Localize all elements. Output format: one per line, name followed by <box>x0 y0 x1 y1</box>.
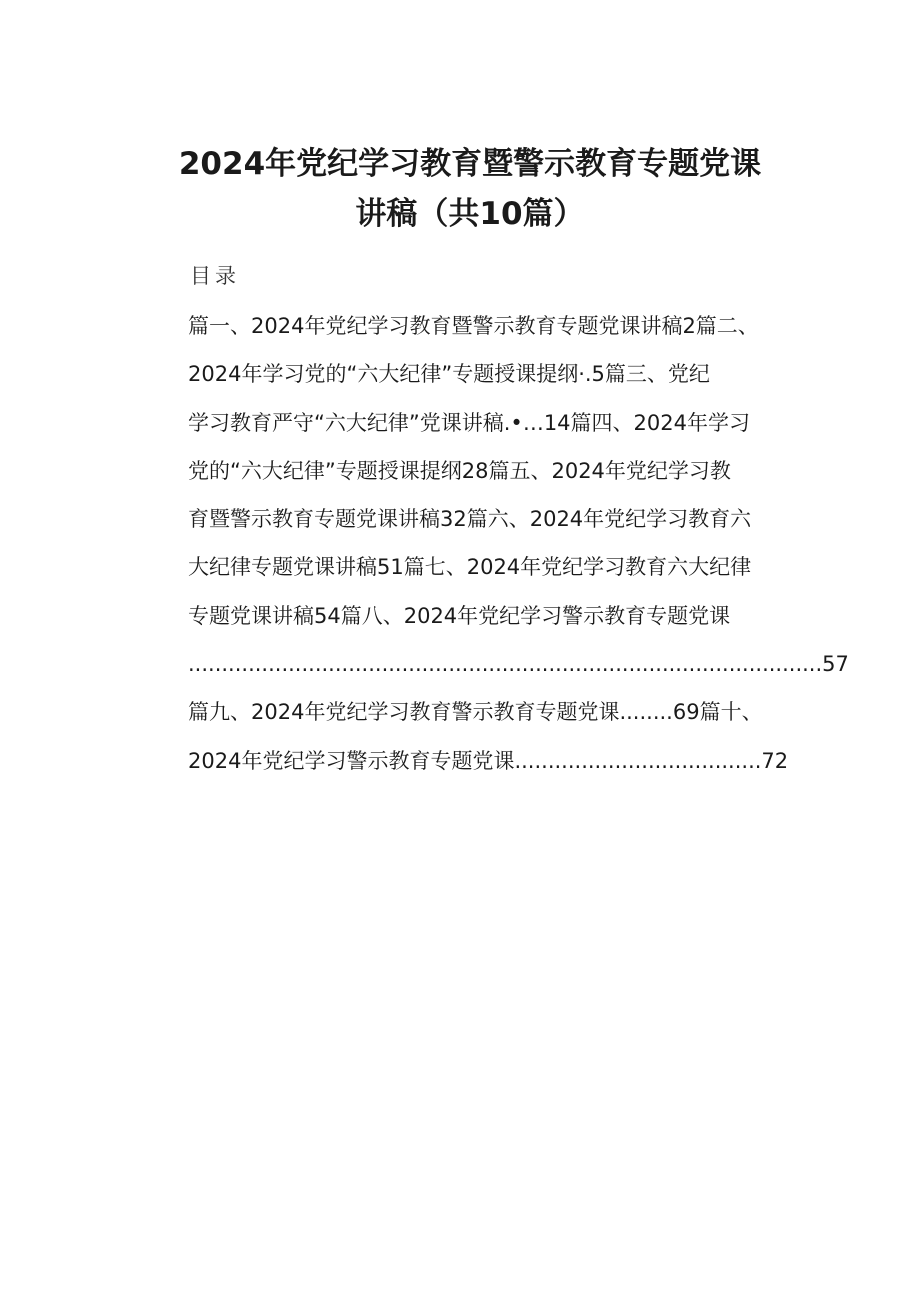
toc-line: 学习教育严守“六大纪律”党课讲稿.•…14篇四、2024年学习 <box>188 410 750 435</box>
toc-line: 专题党课讲稿54篇八、2024年党纪学习警示教育专题党课 <box>188 603 731 628</box>
document-title <box>160 139 780 239</box>
toc-line: 篇九、2024年党纪学习教育警示教育专题党课........69篇十、 <box>188 700 763 725</box>
toc-line: ...............................................................................................57 <box>188 652 849 677</box>
table-of-contents <box>188 302 849 785</box>
document-title-line-2: 讲稿（共10篇） <box>355 196 585 232</box>
toc-line: 党的“六大纪律”专题授课提纲28篇五、2024年党纪学习教 <box>188 458 731 483</box>
toc-line: 2024年学习党的“六大纪律”专题授课提纲·.5篇三、党纪 <box>188 362 710 387</box>
toc-line: 篇一、2024年党纪学习教育暨警示教育专题党课讲稿2篇二、 <box>188 314 759 338</box>
toc-heading: 目录 <box>190 264 240 288</box>
toc-line: 育暨警示教育专题党课讲稿32篇六、2024年党纪学习教育六 <box>188 507 752 532</box>
toc-line: 2024年党纪学习警示教育专题党课.....................................72 <box>188 748 789 773</box>
toc-line: 大纪律专题党课讲稿51篇七、2024年党纪学习教育六大纪律 <box>188 555 752 580</box>
document-title-line-1: 2024年党纪学习教育暨警示教育专题党课 <box>178 146 762 182</box>
